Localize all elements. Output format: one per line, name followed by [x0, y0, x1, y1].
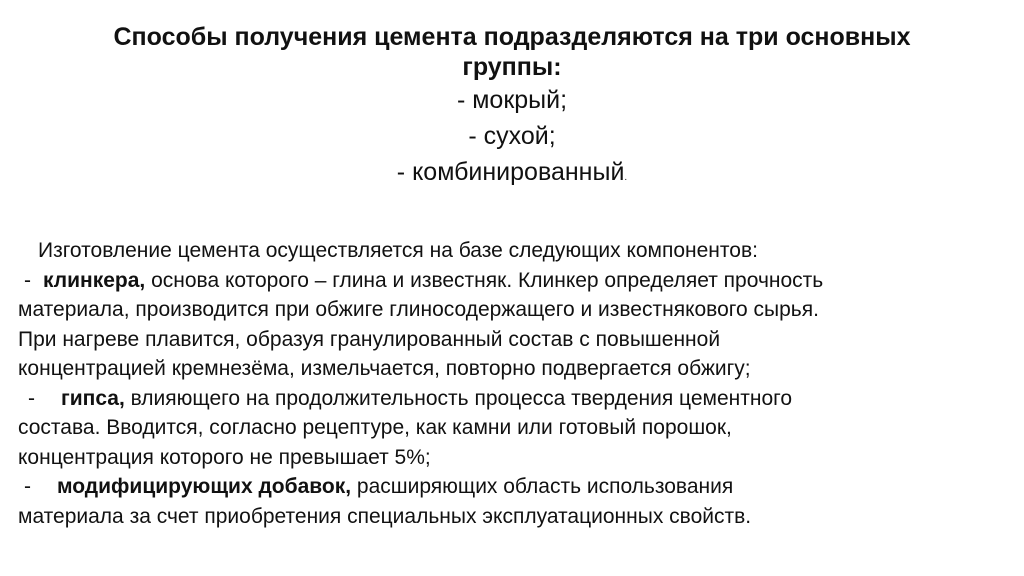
- method-item-combined: [20, 154, 1004, 196]
- component-name: клинкера,: [43, 268, 146, 292]
- method-suffix: .: [624, 172, 628, 183]
- intro-paragraph: Изготовление цемента осуществляется на базе следующих компонентов:: [38, 239, 758, 262]
- component-text-line: материала за счет приобретения специальных эксплуатационных свойств.: [18, 504, 752, 528]
- component-text-line: основа которого – глина и известняк. Клинкер определяет прочность: [145, 268, 824, 292]
- body-text: [18, 236, 1008, 531]
- component-text-line: влияющего на продолжительность процесса твердения цементного: [124, 386, 793, 410]
- method-label: - сухой;: [468, 122, 556, 150]
- component-text-line: материала, производится при обжиге глиносодержащего и известнякового сырья.: [18, 298, 819, 321]
- component-dash: -: [24, 475, 31, 498]
- component-text-line: состава. Вводится, согласно рецептуре, как камни или готовый порошок,: [18, 416, 732, 439]
- method-label: - комбинированный: [396, 158, 625, 186]
- component-gypsum: [18, 384, 1008, 473]
- component-clinker: [18, 266, 1008, 384]
- method-label: - мокрый;: [456, 86, 568, 114]
- component-text-line: При нагреве плавится, образуя гранулированный состав с повышенной: [18, 327, 721, 351]
- component-additives: [18, 472, 1008, 531]
- component-text-line: концентрация которого не превышает 5%;: [18, 445, 431, 469]
- title-block: [20, 22, 1004, 196]
- slide-title: [20, 22, 1004, 82]
- method-item-dry: [20, 118, 1004, 154]
- component-name: модифицирующих добавок,: [57, 475, 352, 498]
- slide-title-line1: Способы получения цемента подразделяются на три основных: [113, 23, 911, 51]
- component-name: гипса,: [61, 386, 125, 410]
- component-dash: -: [24, 268, 31, 292]
- slide-title-line2: группы:: [462, 53, 562, 81]
- component-text-line: расширяющих область использования: [351, 475, 734, 498]
- component-text-line: концентрацией кремнезёма, измельчается, повторно подвергается обжигу;: [18, 357, 751, 380]
- method-item-wet: [20, 82, 1004, 118]
- component-dash: -: [28, 386, 35, 410]
- methods-list: [20, 82, 1004, 196]
